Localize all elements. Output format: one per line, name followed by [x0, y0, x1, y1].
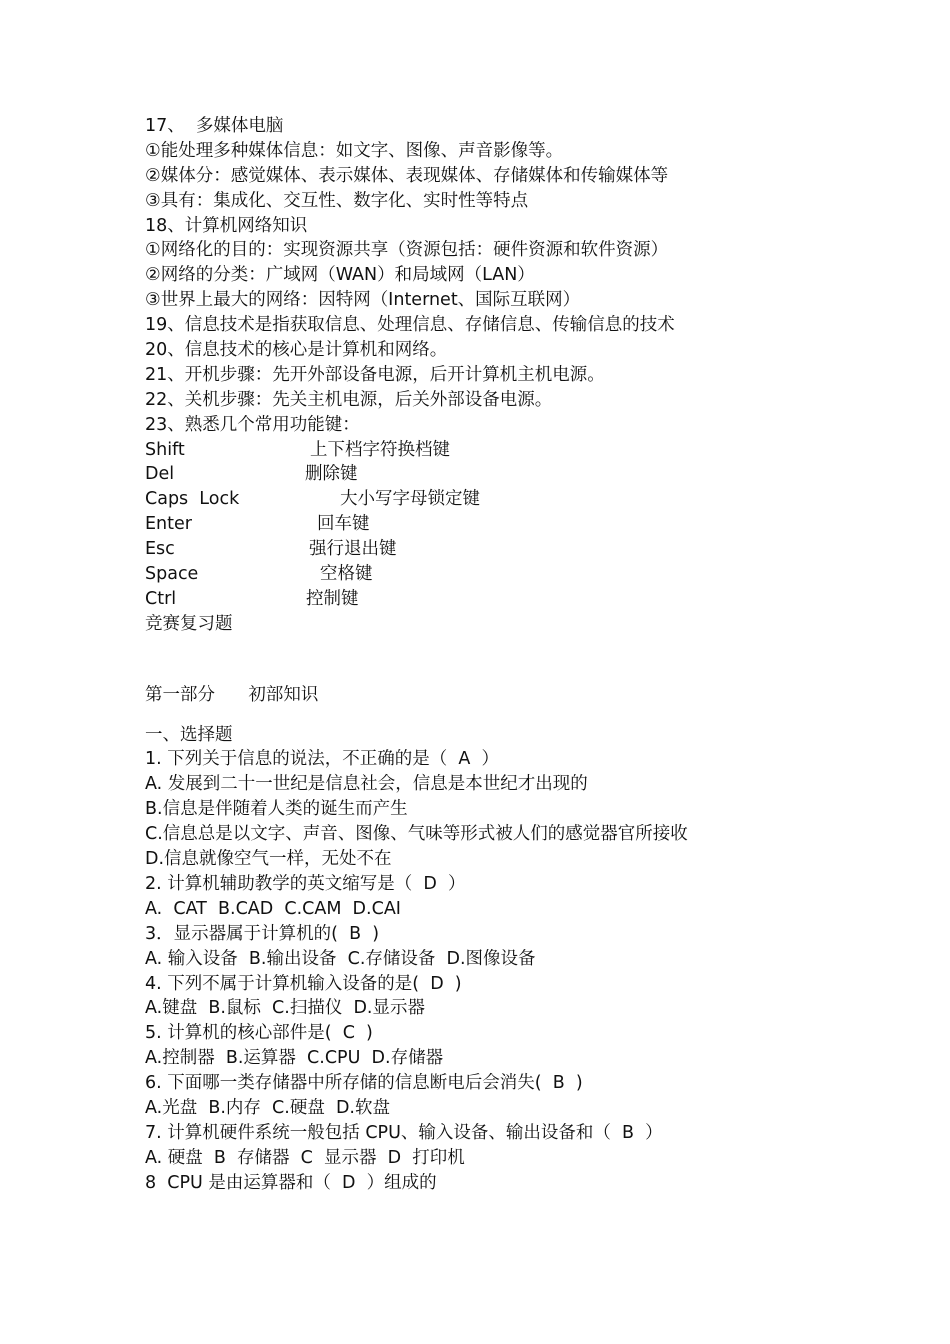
key-description: 上下档字符换档键	[310, 439, 450, 460]
question-line: 3．显示器属于计算机的( B )	[145, 923, 380, 944]
question-line: A.控制器 B.运算器 C.CPU D.存储器	[145, 1048, 444, 1069]
key-row	[145, 487, 865, 512]
note-line: ①网络化的目的：实现资源共享（资源包括：硬件资源和软件资源）	[145, 240, 669, 261]
note-line: 21、开机步骤：先开外部设备电源，后开计算机主机电源。	[145, 364, 605, 385]
key-name: Enter	[145, 514, 192, 535]
note-line: ②网络的分类：广域网（WAN）和局域网（LAN）	[145, 265, 535, 286]
question-line: 7. 计算机硬件系统一般包括 CPU、输入设备、输出设备和（ B ）	[145, 1122, 663, 1143]
key-description: 空格键	[320, 564, 373, 585]
note-line: 20、信息技术的核心是计算机和网络。	[145, 340, 448, 361]
question-line: A. 硬盘 B 存储器 C 显示器 D 打印机	[145, 1147, 465, 1168]
note-line: 19、信息技术是指获取信息、处理信息、存储信息、传输信息的技术	[145, 315, 675, 336]
notes-section	[145, 114, 865, 438]
review-title: 竞赛复习题	[145, 613, 233, 634]
question-line: A. 发展到二十一世纪是信息社会，信息是本世纪才出现的	[145, 774, 588, 795]
key-name: Caps Lock	[145, 489, 240, 510]
key-row	[145, 438, 865, 463]
question-line: D.信息就像空气一样，无处不在	[145, 849, 392, 870]
question-line: A.光盘 B.内存 C.硬盘 D.软盘	[145, 1097, 390, 1118]
key-name: Del	[145, 464, 175, 485]
note-line: ③世界上最大的网络：因特网（Internet、国际互联网）	[145, 290, 581, 311]
key-row	[145, 512, 865, 537]
key-description: 强行退出键	[309, 539, 397, 560]
note-line: ①能处理多种媒体信息：如文字、图像、声音影像等。	[145, 140, 564, 161]
note-line: 22、关机步骤：先关主机电源，后关外部设备电源。	[145, 389, 553, 410]
note-line: 17、 多媒体电脑	[145, 116, 284, 136]
question-line: 5. 计算机的核心部件是( C )	[145, 1023, 373, 1044]
key-name: Space	[145, 564, 199, 585]
note-line: 23、熟悉几个常用功能键：	[145, 414, 360, 435]
question-line: 8 CPU 是由运算器和（ D ）组成的	[145, 1172, 437, 1193]
question-line: A.键盘 B.鼠标 C.扫描仪 D.显示器	[145, 998, 425, 1019]
key-description: 控制键	[306, 588, 359, 609]
question-line: 6. 下面哪一类存储器中所存储的信息断电后会消失( B )	[145, 1073, 583, 1094]
key-name: Esc	[145, 539, 175, 560]
function-key-list	[145, 438, 865, 612]
document-page	[145, 114, 865, 1196]
key-row	[145, 587, 865, 612]
note-line: 18、计算机网络知识	[145, 215, 308, 236]
part-title: 第一部分 初部知识	[145, 684, 319, 705]
key-name: Shift	[145, 439, 185, 460]
key-description: 回车键	[317, 514, 370, 535]
key-name: Ctrl	[145, 588, 177, 609]
key-description: 删除键	[305, 464, 358, 485]
question-line: A. 输入设备 B.输出设备 C.存储设备 D.图像设备	[145, 948, 536, 969]
key-row	[145, 562, 865, 587]
key-row	[145, 537, 865, 562]
question-line: 2. 计算机辅助教学的英文缩写是（ D ）	[145, 873, 466, 894]
question-type-heading: 一、选择题	[145, 724, 233, 745]
question-line: C.信息总是以文字、声音、图像、气味等形式被人们的感觉器官所接收	[145, 824, 688, 845]
note-line: ②媒体分：感觉媒体、表示媒体、表现媒体、存储媒体和传输媒体等	[145, 165, 669, 186]
question-line: 4. 下列不属于计算机输入设备的是( D )	[145, 973, 462, 994]
question-list	[145, 747, 865, 1195]
question-line: A. CAT B.CAD C.CAM D.CAI	[145, 898, 401, 919]
key-description: 大小写字母锁定键	[340, 489, 480, 510]
question-line: B.信息是伴随着人类的诞生而产生	[145, 799, 408, 820]
note-line: ③具有：集成化、交互性、数字化、实时性等特点	[145, 190, 529, 211]
key-row	[145, 462, 865, 487]
question-line: 1. 下列关于信息的说法，不正确的是（ A ）	[145, 749, 499, 770]
